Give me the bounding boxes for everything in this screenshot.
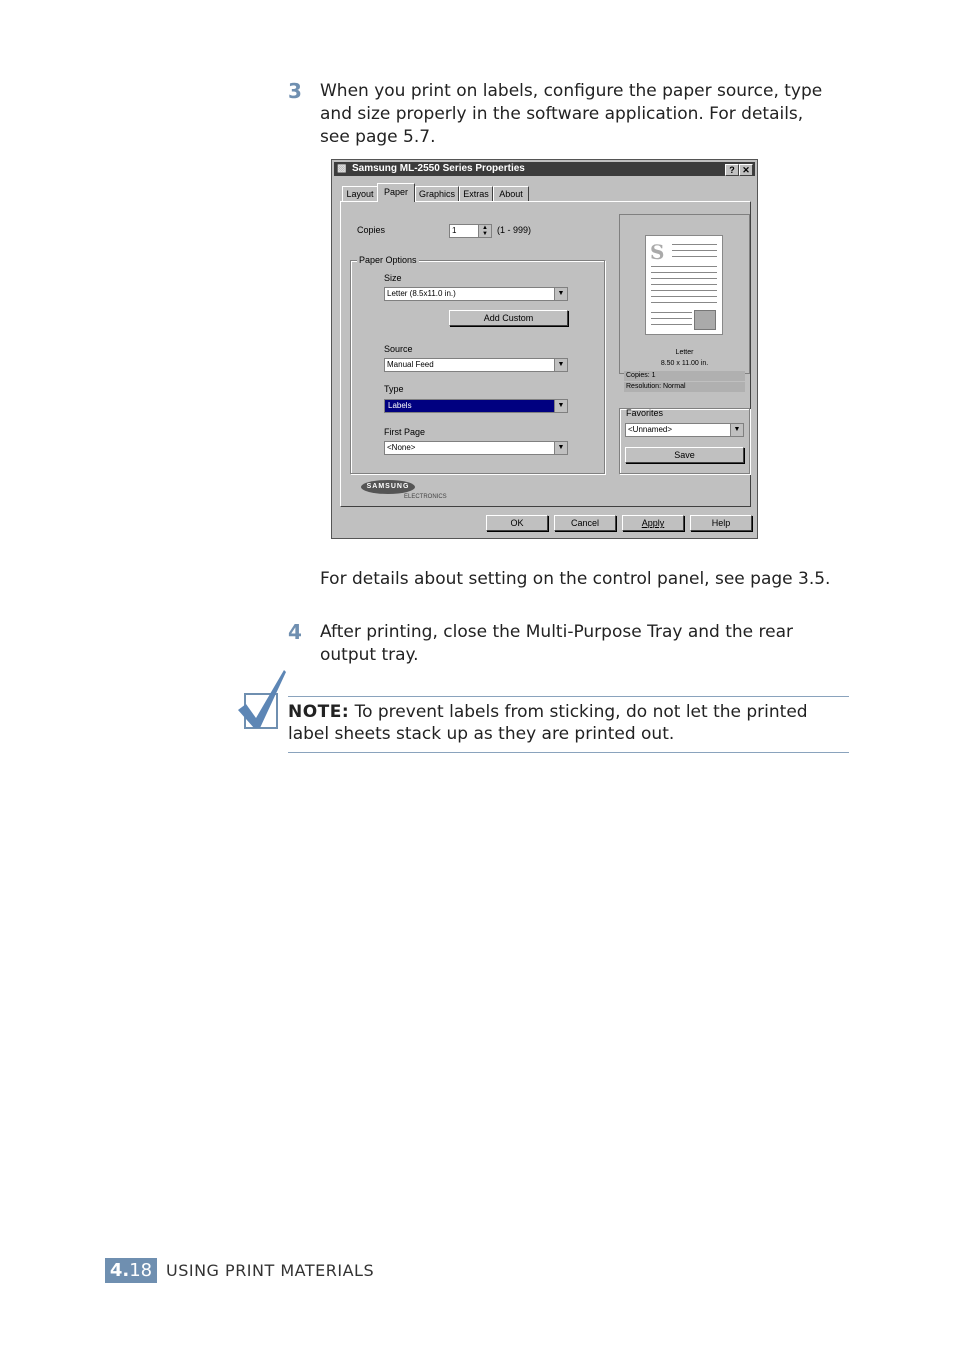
preview-resolution: Resolution: Normal [624,382,745,392]
samsung-logo [361,480,447,500]
type-label: Type [384,384,404,394]
favorites-label: Favorites [626,408,664,418]
chevron-down-icon[interactable]: ▼ [730,424,743,436]
ok-button[interactable]: OK [486,515,548,531]
copies-stepper[interactable] [449,224,492,238]
samsung-logo-sub: ELECTRONICS [404,494,447,500]
help-button[interactable]: Help [690,515,752,531]
step-number-4: 4 [288,620,302,644]
cancel-button[interactable]: Cancel [554,515,616,531]
step-4-line-1: After printing, close the Multi-Purpose Tray and the rear [320,622,794,642]
help-title-button[interactable]: ? [725,164,739,176]
tab-layout[interactable]: Layout [342,186,378,201]
chevron-down-icon[interactable]: ▼ [554,288,567,300]
step-3-line-1: When you print on labels, configure the paper source, type [320,81,823,101]
step-number-3: 3 [288,79,302,103]
preview-copies: Copies: 1 [624,371,745,381]
step-3-line-2: and size properly in the software application. For details, [320,104,804,124]
chevron-down-icon[interactable]: ▼ [554,400,567,412]
preview-dimensions: 8.50 x 11.00 in. [660,360,709,367]
tab-about[interactable]: About [493,186,529,201]
chevron-down-icon[interactable]: ▼ [554,442,567,454]
page-preview [619,214,750,390]
copies-label: Copies [357,225,386,235]
step-4-line-2: output tray. [320,645,419,665]
copies-value: 1 [452,226,457,235]
copies-range: (1 - 999) [497,225,532,235]
first-page-value: <None> [387,443,416,452]
dialog-title: Samsung ML-2550 Series Properties [352,163,525,174]
favorites-select[interactable] [625,423,744,437]
page-thumbnail [645,235,723,335]
control-panel-note: For details about setting on the control panel, see page 3.5. [320,569,831,589]
note-heading: NOTE: [288,702,350,722]
chevron-down-icon[interactable]: ▼ [554,359,567,371]
size-select[interactable] [384,287,568,301]
samsung-logo-oval: SAMSUNG [361,480,415,494]
favorites-group [619,408,750,474]
source-label: Source [384,344,413,354]
source-value: Manual Feed [387,360,434,369]
paper-options-label: Paper Options [359,255,417,265]
image-placeholder-icon [694,310,716,330]
tab-graphics[interactable]: Graphics [415,186,459,201]
preview-paper: Letter [675,349,694,356]
note-body: To prevent labels from sticking, do not let the printed label sheets stack up as they are printed out. [288,702,808,744]
page-number: 18 [129,1260,153,1281]
first-page-select[interactable] [384,441,568,455]
size-value: Letter (8.5x11.0 in.) [387,289,456,298]
tab-extras[interactable]: Extras [459,186,493,201]
size-label: Size [384,273,402,283]
note-bottom-rule [288,752,849,753]
paper-options-group [350,255,605,474]
note-text [288,701,853,745]
save-button[interactable]: Save [625,447,744,463]
add-custom-button[interactable]: Add Custom [449,310,568,326]
step-4-text [320,621,880,667]
type-select[interactable] [384,399,568,413]
note-top-rule [288,696,849,697]
page-number-badge [105,1258,157,1283]
source-select[interactable] [384,358,568,372]
printer-icon: ▩ [337,163,347,174]
chapter-title: USING PRINT MATERIALS [166,1261,375,1280]
tab-paper[interactable]: Paper [377,183,415,202]
first-page-label: First Page [384,427,426,437]
paper-tab-panel [340,201,751,507]
checkmark-icon [236,668,290,732]
printer-properties-dialog [331,159,758,539]
chapter-number: 4. [109,1260,130,1281]
step-3-text [320,80,880,149]
spin-arrows-icon[interactable]: ▲ ▼ [478,225,491,237]
dialog-titlebar [334,162,755,176]
favorites-value: <Unnamed> [628,425,673,434]
apply-button[interactable]: Apply [622,515,684,531]
page-sample-icon: S [650,240,665,264]
close-icon[interactable]: ✕ [739,164,753,176]
step-3-line-3: see page 5.7. [320,127,436,147]
type-value: Labels [388,401,412,410]
